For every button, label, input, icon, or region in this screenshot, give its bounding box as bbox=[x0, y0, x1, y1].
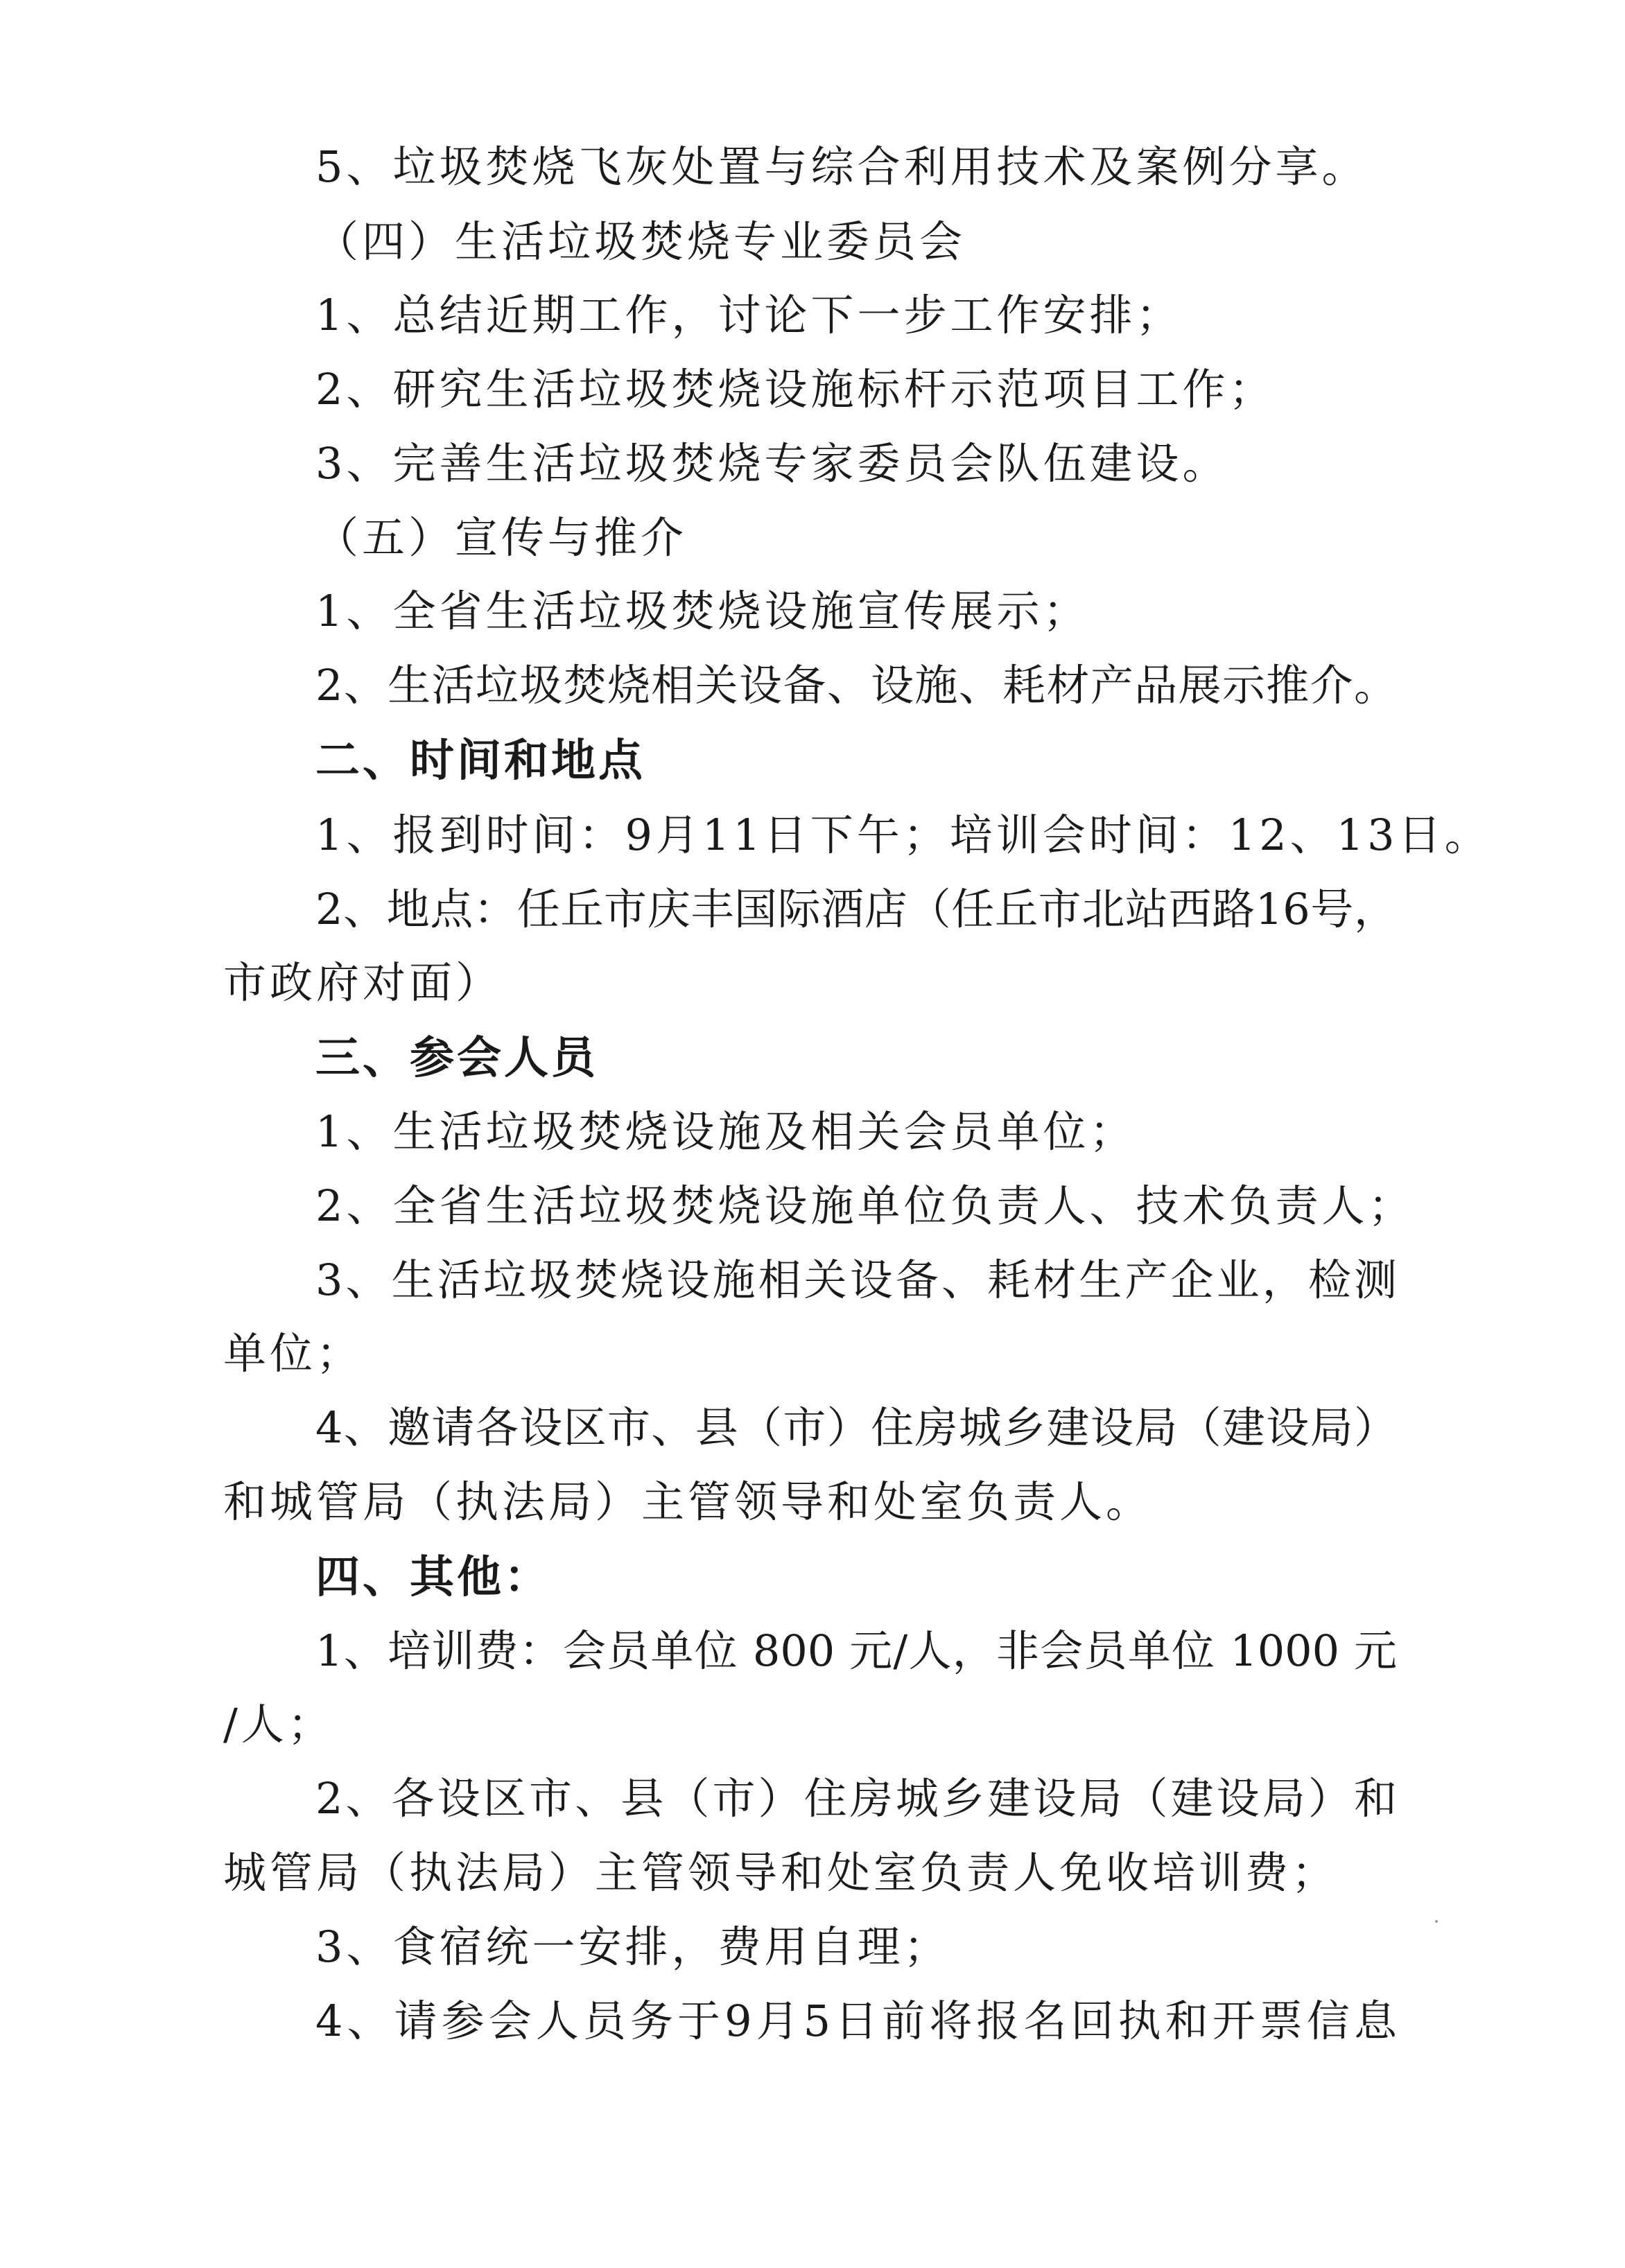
list-item-committee-2: 2、研究生活垃圾焚烧设施标杆示范项目工作； bbox=[315, 364, 1276, 415]
list-item-promotion-1: 1、全省生活垃圾焚烧设施宣传展示； bbox=[315, 586, 1090, 636]
list-item-location-continued: 市政府对面） bbox=[223, 957, 503, 1008]
list-item-fee: 1、培训费：会员单位 800 元/人，非会员单位 1000 元 bbox=[315, 1625, 1397, 1676]
list-item-promotion-2: 2、生活垃圾焚烧相关设备、设施、耗材产品展示推介。 bbox=[315, 660, 1397, 710]
scan-speck bbox=[1435, 1920, 1438, 1923]
list-item-registration-deadline: 4、请参会人员务于9月5日前将报名回执和开票信息 bbox=[315, 1996, 1397, 2046]
list-item-registration-time: 1、报到时间：9月11日下午；培训会时间：12、13日。 bbox=[315, 810, 1491, 860]
list-item-committee-1: 1、总结近期工作，讨论下一步工作安排； bbox=[315, 290, 1183, 340]
subheading-section-4: （四）生活垃圾焚烧专业委员会 bbox=[315, 216, 966, 267]
list-item-session-3-5: 5、垃圾焚烧飞灰处置与综合利用技术及案例分享。 bbox=[315, 141, 1368, 192]
list-item-participants-3-continued: 单位； bbox=[223, 1328, 363, 1379]
list-item-participants-4-continued: 和城管局（执法局）主管领导和处室负责人。 bbox=[223, 1476, 1153, 1527]
list-item-fee-exemption: 2、各设区市、县（市）住房城乡建设局（建设局）和 bbox=[315, 1773, 1397, 1824]
list-item-location: 2、地点：任丘市庆丰国际酒店（任丘市北站西路16号， bbox=[315, 884, 1397, 934]
list-item-participants-1: 1、生活垃圾焚烧设施及相关会员单位； bbox=[315, 1106, 1136, 1157]
list-item-participants-2: 2、全省生活垃圾焚烧设施单位负责人、技术负责人； bbox=[315, 1180, 1415, 1231]
section-heading-participants: 三、参会人员 bbox=[315, 1033, 598, 1084]
list-item-accommodation: 3、食宿统一安排，费用自理； bbox=[315, 1921, 950, 1972]
section-heading-other: 四、其他： bbox=[315, 1552, 551, 1603]
subheading-section-5: （五）宣传与推介 bbox=[315, 512, 688, 563]
section-heading-time-place: 二、时间和地点 bbox=[315, 735, 645, 787]
list-item-committee-3: 3、完善生活垃圾焚烧专家委员会队伍建设。 bbox=[315, 438, 1229, 489]
list-item-fee-exemption-continued: 城管局（执法局）主管领导和处室负责人免收培训费； bbox=[223, 1847, 1339, 1898]
list-item-participants-3: 3、生活垃圾焚烧设施相关设备、耗材生产企业，检测 bbox=[315, 1255, 1397, 1305]
list-item-fee-continued: /人； bbox=[223, 1699, 334, 1750]
list-item-participants-4: 4、邀请各设区市、县（市）住房城乡建设局（建设局） bbox=[315, 1402, 1397, 1453]
